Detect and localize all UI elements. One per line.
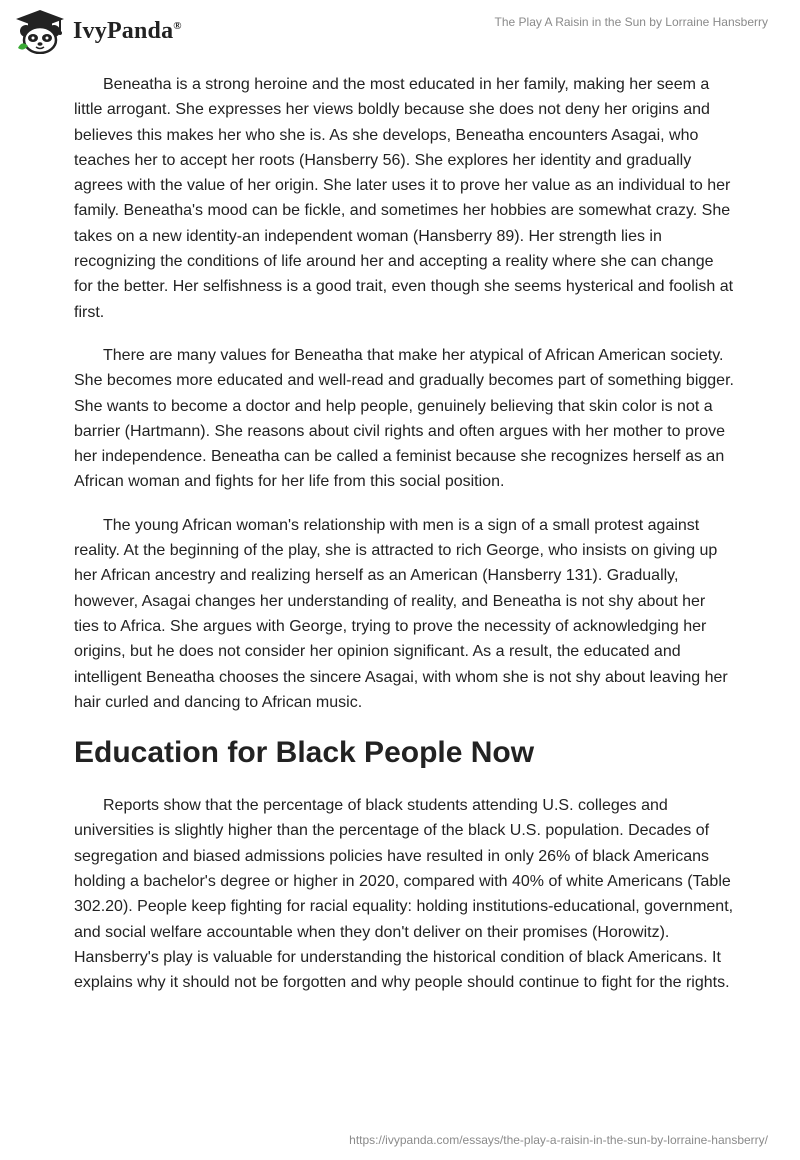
document-title: The Play A Raisin in the Sun by Lorraine Hansberry xyxy=(494,15,768,29)
page-header xyxy=(0,0,800,68)
panda-graduate-icon xyxy=(14,8,66,54)
brand-name: IvyPanda® xyxy=(73,17,182,44)
essay-body xyxy=(74,72,734,1014)
paragraph-education-now: Reports show that the percentage of black students attending U.S. colleges and universities is slightly higher than the percentage of the black U.S. population. Decades of segregation and biased admissions policies have resulted in only 26% of black Americans holding a bachelor's degree or higher in 2020, compared with 40% of white Americans (Table 302.20). People keep fighting for racial equality: holding institutions-educational, government, and social welfare accountable when they don't deliver on their promises (Horowitz). Hansberry's play is valuable for understanding the historical condition of black Americans. It explains why it should not be forgotten and why people should continue to fight for the rights. xyxy=(74,797,734,992)
paragraph-beneatha-relationships: The young African woman's relationship with men is a sign of a small protest against reality. At the beginning of the play, she is attracted to rich George, who insists on giving up her African ancestry and realizing herself as an American (Hansberry 131). Gradually, however, Asagai changes her understanding of reality, and Beneatha is not shy about her ties to Africa. She argues with George, trying to prove the necessity of acknowledging her origins, but he does not consider her opinion significant. As a result, the educated and intelligent Beneatha chooses the sincere Asagai, with whom she is not shy about leaving her hair curled and dancing to African music. xyxy=(74,516,728,711)
paragraph-beneatha-heroine: Beneatha is a strong heroine and the most educated in her family, making her seem a little arrogant. She expresses her views boldly because she does not deny her origins and believes this makes her who she is. As she develops, Beneatha encounters Asagai, who teaches her to accept her roots (Hansberry 56). She explores her identity and gradually agrees with the value of her origin. She later uses it to prove her value as an individual to her family. Beneatha's mood can be fickle, and sometimes her hobbies are somewhat crazy. She takes on a new identity-an independent woman (Hansberry 89). Her strength lies in recognizing the conditions of life around her and accepting a reality where she can change for the better. Her selfishness is a good trait, even though she seems hysterical and foolish at first. xyxy=(74,76,734,321)
source-url[interactable]: https://ivypanda.com/essays/the-play-a-raisin-in-the-sun-by-lorraine-hansberry/ xyxy=(349,1133,768,1147)
section-heading: Education for Black People Now xyxy=(74,736,535,770)
brand-logo[interactable] xyxy=(14,8,182,54)
paragraph-beneatha-values: There are many values for Beneatha that make her atypical of African American society. She becomes more educated and well-read and gradually becomes part of something bigger. She wants to become a doctor and help people, genuinely believing that skin color is not a barrier (Hartmann). She reasons about civil rights and often argues with her mother to prove her independence. Beneatha can be called a feminist because she recognizes herself as an African woman and fights for her life from this social position. xyxy=(74,346,734,491)
